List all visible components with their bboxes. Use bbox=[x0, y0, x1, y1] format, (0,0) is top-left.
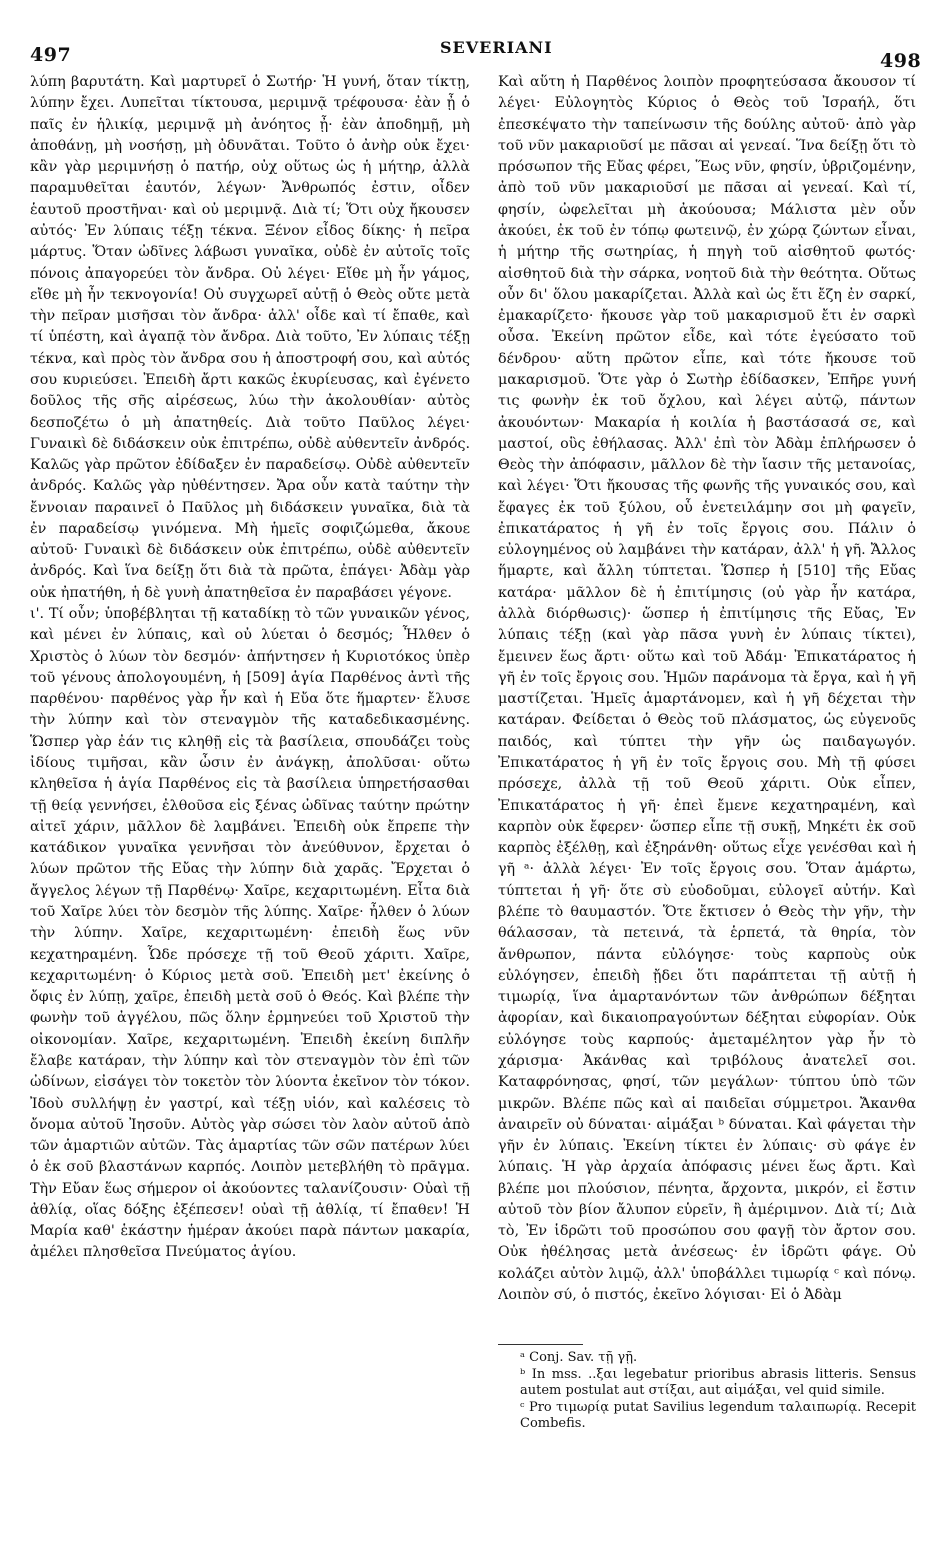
footnote: ᵇ In mss. ..ξαι legebatur prioribus abrasis litteris. Sensus autem postulat aut στίξαι, aut αἱμάξαι, vel quid simile. bbox=[520, 1367, 916, 1398]
running-title: SEVERIANI bbox=[440, 38, 553, 57]
right-column bbox=[498, 72, 916, 1338]
footnote: ᶜ Pro τιμωρίᾳ putat Savilius legendum ταλαιπωρίᾳ. Recepit Combefis. bbox=[520, 1400, 916, 1431]
paragraph: ι'. Τί οὖν; ὑποβέβληται τῇ καταδίκῃ τὸ τῶν γυναικῶν γένος, καὶ μένει ἐν λύπαις, καὶ οὐ λύεται ὁ δεσμός; Ἦλθεν ὁ Χριστὸς ὁ λύων τὸν δεσμόν· ἀπήντησεν ἡ Κυριοτόκος ὑπὲρ τοῦ γένους ἀπολογουμένη, ἡ [509] ἁγία Παρθένος ἀντὶ τῆς παρθένου· παρθένος γὰρ ἦν καὶ ἡ Εὔα ὅτε ἥμαρτεν· ἔλυσε τὴν λύπην καὶ τὸν στεναγμὸν τῆς καταδεδικασμένης. Ὥσπερ γὰρ ἐάν τις κληθῇ εἰς τὰ βασίλεια, σπουδάζει τοὺς ἰδίους τιμῆσαι, κἂν ὦσιν ἐν ἀνάγκῃ, ἀπολῦσαι· οὕτω κληθεῖσα ἡ ἁγία Παρθένος εἰς τὰ βασίλεια ὑπηρετήσασθαι τῇ θείᾳ γεννήσει, ἐλθοῦσα εἰς ξένας ὠδῖνας ταύτην πρώτην αἰτεῖ χάριν, μᾶλλον δὲ λαμβάνει. Ἐπειδὴ οὐκ ἔπρεπε τὴν κατάδικον γυναῖκα γεννῆσαι τὸν ἀνεύθυνον, ἔρχεται ὁ λύων πρῶτον τῆς Εὔας τὴν λύπην διὰ χαρᾶς. Ἔρχεται ὁ ἄγγελος λέγων τῇ Παρθένῳ· Χαῖρε, κεχαριτωμένη. Εἶτα διὰ τοῦ Χαῖρε λύει τὸν δεσμὸν τῆς λύπης. Χαῖρε· ἦλθεν ὁ λύων τὴν λύπην. Χαῖρε, κεχαριτωμένη· ἐπειδὴ ἕως νῦν κεχατηραμένη. Ὧδε πρόσεχε τῇ τοῦ Θεοῦ χάριτι. Χαῖρε, κεχαριτωμένη· ὁ Κύριος μετὰ σοῦ. Ἐπειδὴ μετ' ἐκείνης ὁ ὄφις ἐν λύπῃ, χαῖρε, ἐπειδὴ μετὰ σοῦ ὁ Θεός. Καὶ βλέπε τὴν φωνὴν τοῦ ἀγγέλου, πῶς ὅλην ἑρμηνεύει τοῦ Χριστοῦ τὴν οἰκονομίαν. Χαῖρε, κεχαριτωμένη. Ἐπειδὴ ἐκείνη διπλῆν ἔλαβε κατάραν, τὴν λύπην καὶ τὸν στεναγμὸν τὸν ἐπὶ τῶν ὠδίνων, εἰσάγει τὸν τοκετὸν τὸν λύοντα ἐκεῖνον τὸν τόκον. Ἰδοὺ συλλήψῃ ἐν γαστρί, καὶ τέξῃ υἱόν, καὶ καλέσεις τὸ ὄνομα αὐτοῦ Ἰησοῦν. Αὐτὸς γὰρ σώσει τὸν λαὸν αὐτοῦ ἀπὸ τῶν ἁμαρτιῶν αὐτῶν. Τὰς ἁμαρτίας τῶν σῶν πατέρων λύει ὁ ἐκ σοῦ βλαστάνων καρπός. Λοιπὸν μετεβλήθη τὸ πρᾶγμα. Τὴν Εὔαν ἕως σήμερον οἱ ἀκούοντες ταλανίζουσιν· Οὐαὶ τῇ ἀθλίᾳ, οἵας δόξης ἐξέπεσεν! οὐαὶ τῇ ἀθλίᾳ, τί ἔπαθεν! Ἡ Μαρία καθ' ἑκάστην ἡμέραν ἀκούει παρὰ πάντων μακαρία, ἀμέλει πλησθεῖσα Πνεύματος ἁγίου. bbox=[30, 606, 470, 1261]
page-header bbox=[0, 0, 944, 72]
left-column bbox=[30, 72, 470, 1500]
paragraph: Καὶ αὕτη ἡ Παρθένος λοιπὸν προφητεύσασα ἄκουσον τί λέγει· Εὐλογητὸς Κύριος ὁ Θεὸς τοῦ Ἰσραήλ, ὅτι ἐπεσκέψατο τὴν ταπείνωσιν τῆς δούλης αὐτοῦ· ἀπὸ γὰρ τοῦ νῦν μακαριοῦσί με πᾶσαι αἱ γενεαί. Ἵνα δείξῃ ὅτι τὸ πρόσωπον τῆς Εὔας φέρει, Ἕως νῦν, φησίν, ὑβριζομένην, ἀπὸ τοῦ νῦν μακαριοῦσί με πᾶσαι αἱ γενεαί. Καὶ τί, φησίν, ὠφελεῖται μὴ ἀκούουσα; Μάλιστα μὲν οὖν ἀκούει, ἐκ τοῦ ἐν τόπῳ φωτεινῷ, ἐν χώρᾳ ζώντων εἶναι, ἡ μήτηρ τῆς σωτηρίας, ἡ πηγὴ τοῦ αἰσθητοῦ φωτός· αἰσθητοῦ διὰ τὴν σάρκα, νοητοῦ διὰ τὴν θεότητα. Οὕτως οὖν δι' ὅλου μακαρίζεται. Ἀλλὰ καὶ ὡς ἔτι ἔζη ἐν σαρκί, ἐμακαρίζετο· ἤκουσε γὰρ τοῦ μακαρισμοῦ ἔτι ἐν σαρκὶ οὖσα. Ἐκείνη πρῶτον εἶδε, καὶ τότε ἐγεύσατο τοῦ δένδρου· αὕτη πρῶτον εἶπε, καὶ τότε ἤκουσε τοῦ μακαρισμοῦ. Ὅτε γὰρ ὁ Σωτὴρ ἐδίδασκεν, Ἐπῆρε γυνή τις φωνὴν ἐκ τοῦ ὄχλου, καὶ λέγει αὐτῷ, πάντων ἀκουόντων· Μακαρία ἡ κοιλία ἡ βαστάσασά σε, καὶ μαστοί, οὓς ἐθήλασας. Ἀλλ' ἐπὶ τὸν Ἀδὰμ ἐπλήρωσεν ὁ Θεὸς τὴν ἀπόφασιν, μᾶλλον δὲ τὴν ἴασιν τῆς μετανοίας, καὶ λέγει· Ὅτι ἤκουσας τῆς φωνῆς τῆς γυναικός σου, καὶ ἔφαγες ἐκ τοῦ ξύλου, οὗ ἐνετειλάμην σοι μὴ φαγεῖν, ἐπικατάρατος ἡ γῆ ἐν τοῖς ἔργοις σου. Πάλιν ὁ εὐλογημένος οὐ λαμβάνει τὴν κατάραν, ἀλλ' ἡ γῆ. Ἄλλος ἥμαρτε, καὶ ἄλλη τύπτεται. Ὥσπερ ἡ [510] τῆς Εὔας κατάρα· μᾶλλον δὲ ἡ ἐπιτίμησις (οὐ γὰρ ἦν κατάρα, ἀλλὰ διόρθωσις)· ὥσπερ ἡ ἐπιτίμησις τῆς Εὔας, Ἐν λύπαις τέξῃ (καὶ γὰρ πᾶσα γυνὴ ἐν λύπαις τίκτει), ἔμεινεν ἕως ἄρτι· οὕτω καὶ τοῦ Ἀδάμ· Ἐπικατάρατος ἡ γῆ ἐν τοῖς ἔργοις σου. Ἡμῶν παράνομα τὰ ἔργα, καὶ ἡ γῆ μαστίζεται. Ἡμεῖς ἁμαρτάνομεν, καὶ ἡ γῆ δέχεται τὴν κατάραν. Φείδεται ὁ Θεὸς τοῦ πλάσματος, ὡς εὐγενοῦς παιδός, καὶ τύπτει τὴν γῆν ὡς παιδαγωγόν. Ἐπικατάρατος ἡ γῆ ἐν τοῖς ἔργοις σου. Μὴ τῇ φύσει πρόσεχε, ἀλλὰ τῇ τοῦ Θεοῦ χάριτι. Οὐκ εἶπεν, Ἐπικατάρατος ἡ γῆ· ἐπεὶ ἔμενε κεχατηραμένη, καὶ καρπὸν οὐκ ἔφερεν· ὥσπερ εἶπε τῇ συκῇ, Μηκέτι ἐκ σοῦ καρπὸς ἐξέλθῃ, καὶ ἐξηράνθη· οὕτως εἶχε γενέσθαι καὶ ἡ γῆ ᵃ· ἀλλὰ λέγει· Ἐν τοῖς ἔργοις σου. Ὅταν ἁμάρτω, τύπτεται ἡ γῆ· ὅτε σὺ εὐοδοῦμαι, εὐλογεῖ αὐτήν. Καὶ βλέπε τὸ θαυμαστόν. Ὅτε ἔκτισεν ὁ Θεὸς τὴν γῆν, τὴν θάλασσαν, τὰ πετεινά, τὰ ἑρπετά, τὰ θηρία, τὸν ἄνθρωπον, πάντα εὐλόγησε· τοὺς καρποὺς οὐκ εὐλόγησεν, ἐπειδὴ ᾔδει ὅτι παράπτεται τῇ αὐτῇ ἡ τιμωρίᾳ, ἵνα ἁμαρτανόντων τῶν ἀνθρώπων δέξηται ἀφορίαν, καὶ δικαιοπραγούντων δέξηται εὐφορίαν. Οὐκ εὐλόγησε τοὺς καρπούς· ἀμεταμέλητον γὰρ ἦν τὸ χάρισμα· Ἀκάνθας καὶ τριβόλους ἀνατελεῖ σοι. Καταφρόνησας, φησί, τῶν μεγάλων· τύπτου ὑπὸ τῶν μικρῶν. Βλέπε πῶς καὶ αἱ παιδεῖαι σύμμετροι. Ἄκανθα ἀναιρεῖν οὐ δύναται· αἱμάξαι ᵇ δύναται. Καὶ φάγεται τὴν γῆν ἐν λύπαις. Ἐκείνη τίκτει ἐν λύπαις· σὺ φάγε ἐν λύπαις. Ἡ γὰρ ἀρχαία ἀπόφασις μένει ἕως ἄρτι. Καὶ βλέπε μοι πλούσιον, πένητα, ἄρχοντα, μικρόν, εἰ ἔστιν αὐτοῦ τὸν βίον ἄλυπον εὑρεῖν, ἢ ἀμέριμνον. Διὰ τί; Διὰ τὸ, Ἐν ἱδρῶτι τοῦ προσώπου σου φαγῇ τὸν ἄρτον σου. Οὐκ ἠθέλησας μετὰ ἀνέσεως· ἐν ἱδρῶτι φάγε. Οὐ κολάζει αὐτὸν λιμῷ, ἀλλ' ὑποβάλλει τιμωρίᾳ ᶜ καὶ πόνῳ. Λοιπὸν σύ, ὁ πιστός, ἐκεῖνο λόγισαι· Εἰ ὁ Ἀδὰμ bbox=[498, 74, 916, 1304]
page-number-right: 498 bbox=[880, 50, 922, 72]
footnotes bbox=[520, 1350, 916, 1433]
paragraph: λύπη βαρυτάτη. Καὶ μαρτυρεῖ ὁ Σωτήρ· Ἡ γυνή, ὅταν τίκτῃ, λύπην ἔχει. Λυπεῖται τίκτουσα, μεριμνᾷ τρέφουσα· ἐὰν ᾖ ὁ παῖς ἐν ἡλικίᾳ, μεριμνᾷ μὴ ἀνόητος ᾖ· ἐὰν ἀποδημῇ, μὴ ἀποθάνῃ, μὴ νοσήσῃ, μὴ ὀδυνᾶται. Τοῦτο ὁ ἀνὴρ οὐκ ἔχει· κἂν γὰρ μεριμνήσῃ ὁ πατήρ, οὐχ οὕτως ὡς ἡ μήτηρ, ἀλλὰ παραμυθεῖται ἑαυτόν, λέγων· Ἄνθρωπός ἐστιν, οἶδεν ἑαυτοῦ προστῆναι· καὶ οὐ μεριμνᾷ. Διὰ τί; Ὅτι οὐχ ἤκουσεν αὐτός· Ἐν λύπαις τέξῃ τέκνα. Ξένον εἶδος δίκης· ἡ πεῖρα μάρτυς. Ὅταν ὠδῖνες λάβωσι γυναῖκα, οὐδὲ ἐν αὐτοῖς τοῖς πόνοις ἀπαγορεύει τὸν ἄνδρα. Οὐ λέγει· Εἴθε μὴ ἦν γάμος, εἴθε μὴ ἦν τεκνογονία! Οὐ συγχωρεῖ αὐτῇ ὁ Θεὸς οὔτε μετὰ τὴν πεῖραν μισῆσαι τὸν ἄνδρα· ἀλλ' οἶδε καὶ τί ἔπαθε, καὶ τί ὑπέστη, καὶ ἀγαπᾷ τὸν ἄνδρα. Διὰ τοῦτο, Ἐν λύπαις τέξῃ τέκνα, καὶ πρὸς τὸν ἄνδρα σου ἡ ἀποστροφή σου, καὶ αὐτός σου κυριεύσει. Ἐπειδὴ ἄρτι κακῶς ἐκυρίευσας, καὶ ἐγένετο δοῦλος τῆς σῆς αἱρέσεως, λύω τὴν ἀκολουθίαν· αὐτὸς δεσποζέτω ὁ μὴ ἀπατηθείς. Διὰ τοῦτο Παῦλος λέγει· Γυναικὶ δὲ διδάσκειν οὐκ ἐπιτρέπω, οὐδὲ αὐθεντεῖν ἀνδρός. Καλῶς γὰρ πρῶτον ἐδίδαξεν ἐν παραδείσῳ. Οὐδὲ αὐθεντεῖν ἀνδρός. Καλῶς γὰρ ηὐθέντησεν. Ἄρα οὖν κατὰ ταύτην τὴν ἔννοιαν παραινεῖ ὁ Παῦλος μὴ διδάσκειν γυναῖκα, διὰ τὰ ἐν παραδείσῳ γινόμενα. Μὴ ἡμεῖς σοφιζώμεθα, ἄκουε αὐτοῦ· Γυναικὶ δὲ διδάσκειν οὐκ ἐπιτρέπω, οὐδὲ αὐθεντεῖν ἀνδρός. Καὶ ἵνα δείξῃ ὅτι διὰ τὰ πρῶτα, ἐπάγει· Ἀδὰμ γὰρ οὐκ ἠπατήθη, ἡ δὲ γυνὴ ἀπατηθεῖσα ἐν παραβάσει γέγονε. bbox=[30, 74, 470, 601]
footnote: ᵃ Conj. Sav. τῇ γῇ. bbox=[520, 1350, 638, 1365]
footnote-rule bbox=[498, 1344, 583, 1345]
page-number-left: 497 bbox=[30, 44, 72, 66]
